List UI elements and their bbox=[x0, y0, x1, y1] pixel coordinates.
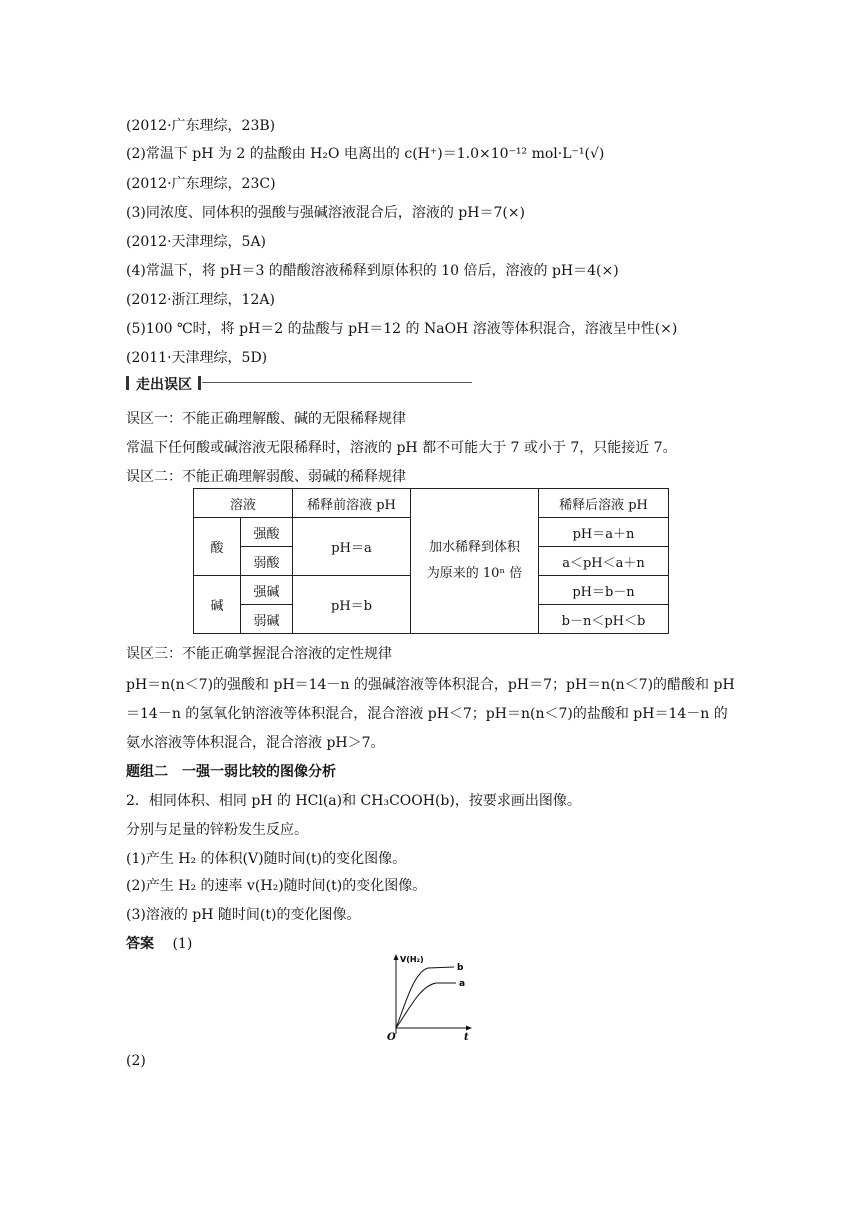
statement-4: (4)常温下，将 pH＝3 的醋酸溶液稀释到原体积的 10 倍后，溶液的 pH＝4(×) bbox=[126, 263, 619, 279]
base-label: 碱 bbox=[194, 576, 241, 634]
source-line-1: (2012·广东理综，23B) bbox=[126, 118, 276, 134]
group-title: 题组二 一强一弱比较的图像分析 bbox=[126, 764, 336, 780]
question-line-2: 分别与足量的锌粉发生反应。 bbox=[126, 822, 308, 838]
source-line-4: (2012·浙江理综，12A) bbox=[126, 292, 275, 308]
source-line-3: (2012·天津理综，5A) bbox=[126, 234, 267, 250]
misconception-1-body: 常温下任何酸或碱溶液无限稀释时，溶液的 pH 都不可能大于 7 或小于 7，只能接近 7。 bbox=[126, 440, 677, 456]
header-after: 稀释后溶液 pH bbox=[539, 489, 669, 518]
section-bracket bbox=[198, 376, 201, 390]
source-line-5: (2011·天津理综，5D) bbox=[126, 350, 268, 366]
statement-3: (3)同浓度、同体积的强酸与强碱溶液混合后，溶液的 pH＝7(×) bbox=[126, 205, 526, 221]
question-line-4: (2)产生 H₂ 的速率 v(H₂)随时间(t)的变化图像。 bbox=[126, 878, 427, 894]
curve-a bbox=[396, 983, 456, 1028]
statement-2: (2)常温下 pH 为 2 的盐酸由 H₂O 电离出的 c(H⁺)＝1.0×10⁻¹² mol·L⁻¹(√) bbox=[126, 146, 605, 162]
label-a: a bbox=[459, 979, 466, 989]
base-ph-before: pH＝b bbox=[293, 576, 411, 634]
origin-label: O bbox=[387, 1032, 396, 1042]
weak-acid-ph-after: a＜pH＜a＋n bbox=[539, 547, 669, 576]
strong-acid-ph-after: pH＝a＋n bbox=[539, 518, 669, 547]
source-line-2: (2012·广东理综，23C) bbox=[126, 176, 276, 192]
section-title: 走出误区 bbox=[136, 377, 192, 393]
strong-acid-label: 强酸 bbox=[241, 518, 293, 547]
x-axis-arrow bbox=[466, 1026, 472, 1031]
question-line-3: (1)产生 H₂ 的体积(V)随时间(t)的变化图像。 bbox=[126, 851, 407, 867]
section-rule bbox=[202, 382, 472, 383]
dilution-condition-1: 加水稀释到体积 bbox=[428, 540, 520, 555]
misconception-3-line-2: ＝14－n 的氢氧化钠溶液等体积混合，混合溶液 pH＜7；pH＝n(n＜7)的盐酸和 pH＝14－n 的 bbox=[126, 706, 728, 722]
section-bar bbox=[126, 376, 129, 390]
dilution-condition bbox=[411, 489, 539, 634]
misconception-3-title: 误区三：不能正确掌握混合溶液的定性规律 bbox=[126, 646, 392, 662]
label-b: b bbox=[457, 963, 464, 973]
y-axis-label: V(H₂) bbox=[400, 955, 424, 964]
answer-part-2: (2) bbox=[126, 1053, 146, 1069]
weak-acid-label: 弱酸 bbox=[241, 547, 293, 576]
dilution-table bbox=[193, 488, 669, 634]
answer-part-1: (1) bbox=[172, 936, 193, 952]
question-line-1: 2．相同体积、相同 pH 的 HCl(a)和 CH₃COOH(b)，按要求画出图像。 bbox=[126, 793, 581, 809]
misconception-3-line-3: 氨水溶液等体积混合，混合溶液 pH＞7。 bbox=[126, 735, 385, 751]
header-before: 稀释前溶液 pH bbox=[293, 489, 411, 518]
acid-ph-before: pH＝a bbox=[293, 518, 411, 576]
weak-base-ph-after: b－n＜pH＜b bbox=[539, 605, 669, 634]
weak-base-label: 弱碱 bbox=[241, 605, 293, 634]
y-axis-arrow bbox=[394, 954, 399, 960]
misconception-3-line-1: pH＝n(n＜7)的强酸和 pH＝14－n 的强碱溶液等体积混合，pH＝7；pH＝n(n＜7)的醋酸和 pH bbox=[126, 677, 735, 693]
strong-base-label: 强碱 bbox=[241, 576, 293, 605]
dilution-condition-2: 为原来的 10ⁿ 倍 bbox=[426, 566, 523, 581]
misconception-2-title: 误区二：不能正确理解弱酸、弱碱的稀释规律 bbox=[126, 469, 406, 485]
section-header bbox=[126, 374, 472, 392]
header-solution: 溶液 bbox=[194, 489, 293, 518]
answer-line bbox=[126, 935, 192, 953]
x-axis-label: t bbox=[464, 1032, 469, 1042]
answer-label: 答案 bbox=[126, 936, 154, 952]
strong-base-ph-after: pH＝b－n bbox=[539, 576, 669, 605]
curve-b bbox=[396, 967, 454, 1028]
acid-label: 酸 bbox=[194, 518, 241, 576]
question-line-5: (3)溶液的 pH 随时间(t)的变化图像。 bbox=[126, 907, 361, 923]
statement-5: (5)100 ℃时，将 pH＝2 的盐酸与 pH＝12 的 NaOH 溶液等体积混合，溶液呈中性(×) bbox=[126, 321, 678, 337]
misconception-1-title: 误区一：不能正确理解酸、碱的无限稀释规律 bbox=[126, 411, 406, 427]
volume-time-graph bbox=[384, 952, 484, 1042]
